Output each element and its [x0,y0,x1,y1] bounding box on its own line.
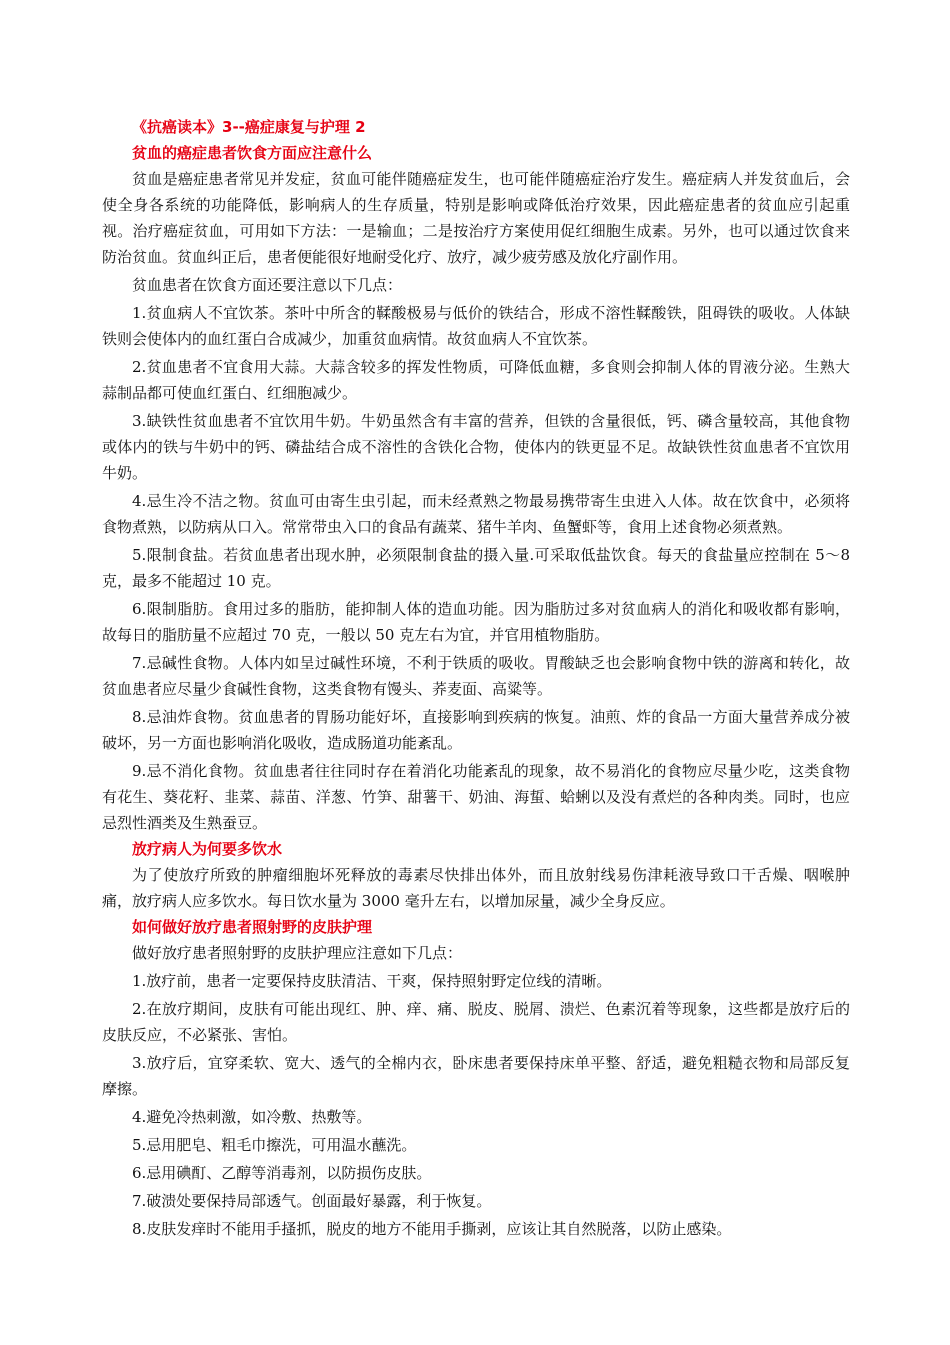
list-item: 2.贫血患者不宜食用大蒜。大蒜含较多的挥发性物质，可降低血糖，多食则会抑制人体的胃液分泌。生熟大蒜制品都可使血红蛋白、红细胞减少。 [102,358,850,402]
paragraph: 做好放疗患者照射野的皮肤护理应注意如下几点： [132,944,463,962]
section-heading-radiotherapy-water: 放疗病人为何要多饮水 [132,840,283,858]
list-item: 4.忌生冷不洁之物。贫血可由寄生虫引起，而未经煮熟之物最易携带寄生虫进入人体。故在饮食中，必须将食物煮熟，以防病从口入。常常带虫入口的食品有蔬菜、猪牛羊肉、鱼蟹虾等，食用上述食物必须煮熟。 [102,492,850,536]
list-item: 1.放疗前，患者一定要保持皮肤清洁、干爽，保持照射野定位线的清晰。 [132,972,612,990]
list-item: 5.忌用肥皂、粗毛巾擦洗，可用温水蘸洗。 [132,1136,417,1154]
paragraph: 为了使放疗所致的肿瘤细胞坏死释放的毒素尽快排出体外，而且放射线易伤津耗液导致口干舌燥、咽喉肿痛，放疗病人应多饮水。每日饮水量为 3000 毫升左右，以增加尿量，减少全身反应。 [102,866,850,910]
paragraph: 贫血患者在饮食方面还要注意以下几点： [132,276,403,294]
list-item: 6.忌用碘酊、乙醇等消毒剂，以防损伤皮肤。 [132,1164,432,1182]
list-item: 8.皮肤发痒时不能用手搔抓，脱皮的地方不能用手撕剥，应该让其自然脱落，以防止感染。 [132,1220,732,1238]
list-item: 7.忌碱性食物。人体内如呈过碱性环境，不利于铁质的吸收。胃酸缺乏也会影响食物中铁的游离和转化，故贫血患者应尽量少食碱性食物，这类食物有馒头、荞麦面、高粱等。 [102,654,850,698]
list-item: 1.贫血病人不宜饮茶。茶叶中所含的鞣酸极易与低价的铁结合，形成不溶性鞣酸铁，阻碍铁的吸收。人体缺铁则会使体内的血红蛋白合成减少，加重贫血病情。故贫血病人不宜饮茶。 [102,304,850,348]
list-item: 8.忌油炸食物。贫血患者的胃肠功能好坏，直接影响到疾病的恢复。油煎、炸的食品一方面大量营养成分被破坏，另一方面也影响消化吸收，造成肠道功能紊乱。 [102,708,850,752]
list-item: 9.忌不消化食物。贫血患者往往同时存在着消化功能紊乱的现象，故不易消化的食物应尽量少吃，这类食物有花生、葵花籽、韭菜、蒜苗、洋葱、竹笋、甜薯干、奶油、海蜇、蛤蜊以及没有煮烂的各种肉类。同时，也应忌烈性酒类及生熟蚕豆。 [102,762,850,832]
section-heading-skin-care: 如何做好放疗患者照射野的皮肤护理 [132,918,373,936]
list-item: 3.缺铁性贫血患者不宜饮用牛奶。牛奶虽然含有丰富的营养，但铁的含量很低，钙、磷含量较高，其他食物或体内的铁与牛奶中的钙、磷盐结合成不溶性的含铁化合物，使体内的铁更显不足。故缺铁性贫血患者不宜饮用牛奶。 [102,412,850,482]
list-item: 2.在放疗期间，皮肤有可能出现红、肿、痒、痛、脱皮、脱屑、溃烂、色素沉着等现象，这些都是放疗后的皮肤反应，不必紧张、害怕。 [102,1000,850,1044]
document-body [102,114,850,1242]
paragraph: 贫血是癌症患者常见并发症，贫血可能伴随癌症发生，也可能伴随癌症治疗发生。癌症病人并发贫血后，会使全身各系统的功能降低，影响病人的生存质量，特别是影响或降低治疗效果，因此癌症患者的贫血应引起重视。治疗癌症贫血，可用如下方法：一是输血；二是按治疗方案使用促红细胞生成素。另外，也可以通过饮食来防治贫血。贫血纠正后，患者便能很好地耐受化疗、放疗，减少疲劳感及放化疗副作用。 [102,170,850,266]
list-item: 7.破溃处要保持局部透气。创面最好暴露，利于恢复。 [132,1192,492,1210]
list-item: 6.限制脂肪。食用过多的脂肪，能抑制人体的造血功能。因为脂肪过多对贫血病人的消化和吸收都有影响，故每日的脂肪量不应超过 70 克，一般以 50 克左右为宜，并官用植物脂肪。 [102,600,850,644]
list-item: 3.放疗后，宜穿柔软、宽大、透气的全棉内衣，卧床患者要保持床单平整、舒适，避免粗糙衣物和局部反复摩擦。 [102,1054,850,1098]
list-item: 4.避免冷热刺激，如冷敷、热敷等。 [132,1108,372,1126]
list-item: 5.限制食盐。若贫血患者出现水肿，必须限制食盐的摄入量.可采取低盐饮食。每天的食盐量应控制在 5～8 克，最多不能超过 10 克。 [102,546,850,590]
document-title: 《抗癌读本》3--癌症康复与护理 2 [132,118,366,136]
section-heading-anemia-diet: 贫血的癌症患者饮食方面应注意什么 [132,144,373,162]
